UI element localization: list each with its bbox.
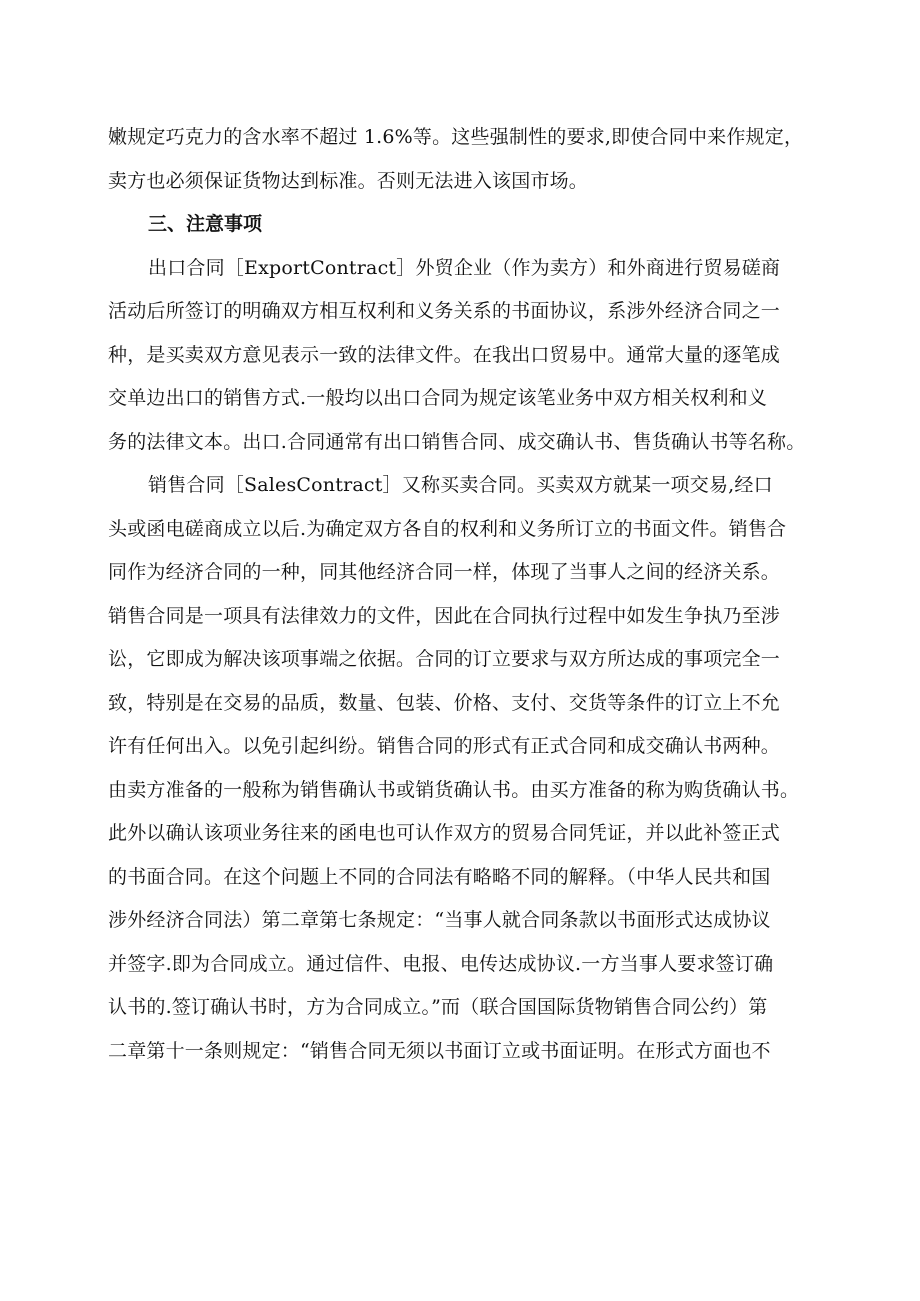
text-line: 二章第十一条则规定：“销售合同无须以书面订立或书面证明。在形式方面也不 — [108, 1039, 771, 1062]
text-line: 嫩规定巧克力的含水率不超过 1.6%等。这些强制性的要求,即使合同中来作规定， — [108, 126, 804, 148]
text-line: 致，特别是在交易的品质，数量、包装、价格、支付、交货等条件的订立上不允 — [108, 691, 781, 714]
section-heading: 三、注意事项 — [148, 213, 263, 235]
text-line: 许有任何出入。以免引起纠纷。销售合同的形式有正式合同和成交确认书两种。 — [108, 735, 781, 757]
text-line: 讼，它即成为解决该项事端之依据。合同的订立要求与双方所达成的事项完全一 — [108, 648, 781, 670]
text-line: 同作为经济合同的一种，同其他经济合同一样，体现了当事人之间的经济关系。 — [108, 561, 781, 583]
text-line: 活动后所签订的明确双方相互权利和义务关系的书面协议，系涉外经济合同之一 — [108, 300, 781, 322]
text-line: 销售合同是一项具有法律效力的文件，因此在合同执行过程中如发生争执乃至涉 — [108, 604, 781, 627]
text-line: 务的法律文本。出口.合同通常有出口销售合同、成交确认书、售货确认书等名称。 — [108, 430, 806, 453]
text-line: 种，是买卖双方意见表示一致的法律文件。在我出口贸易中。通常大量的逐笔成 — [108, 343, 781, 366]
paragraph-1 — [108, 116, 828, 203]
paragraph-2 — [108, 247, 828, 465]
text-line: 认书的.签订确认书时，方为合同成立。”而（联合国国际货物销售合同公约）第 — [108, 996, 768, 1018]
text-line: 并签字.即为合同成立。通过信件、电报、电传达成协议.一方当事人要求签订确 — [108, 952, 774, 975]
text-line: 销售合同［SalesContract］又称买卖合同。买卖双方就某一项交易,经口 — [148, 474, 773, 496]
text-line: 由卖方准备的一般称为销售确认书或销货确认书。由买方准备的称为购货确认书。 — [108, 778, 800, 801]
paragraph-3 — [108, 464, 828, 1073]
text-line: 头或函电磋商成立以后.为确定双方各自的权利和义务所订立的书面文件。销售合 — [108, 517, 787, 540]
document-page — [108, 116, 828, 1073]
text-line: 的书面合同。在这个问题上不同的合同法有略略不同的解释。（中华人民共和国 — [108, 865, 771, 888]
text-line: 卖方也必须保证货物达到标准。否则无法进入该国市场。 — [108, 169, 589, 192]
text-line: 涉外经济合同法）第二章第七条规定：“当事人就合同条款以书面形式达成协议 — [108, 909, 771, 931]
text-line: 出口合同［ExportContract］外贸企业（作为卖方）和外商进行贸易磋商 — [148, 256, 781, 279]
text-line: 此外以确认该项业务往来的函电也可认作双方的贸易合同凭证，并以此补签正式 — [108, 822, 781, 844]
text-line: 交单边出口的销售方式.一般均以出口合同为规定该笔业务中双方相关权利和义 — [108, 387, 768, 409]
